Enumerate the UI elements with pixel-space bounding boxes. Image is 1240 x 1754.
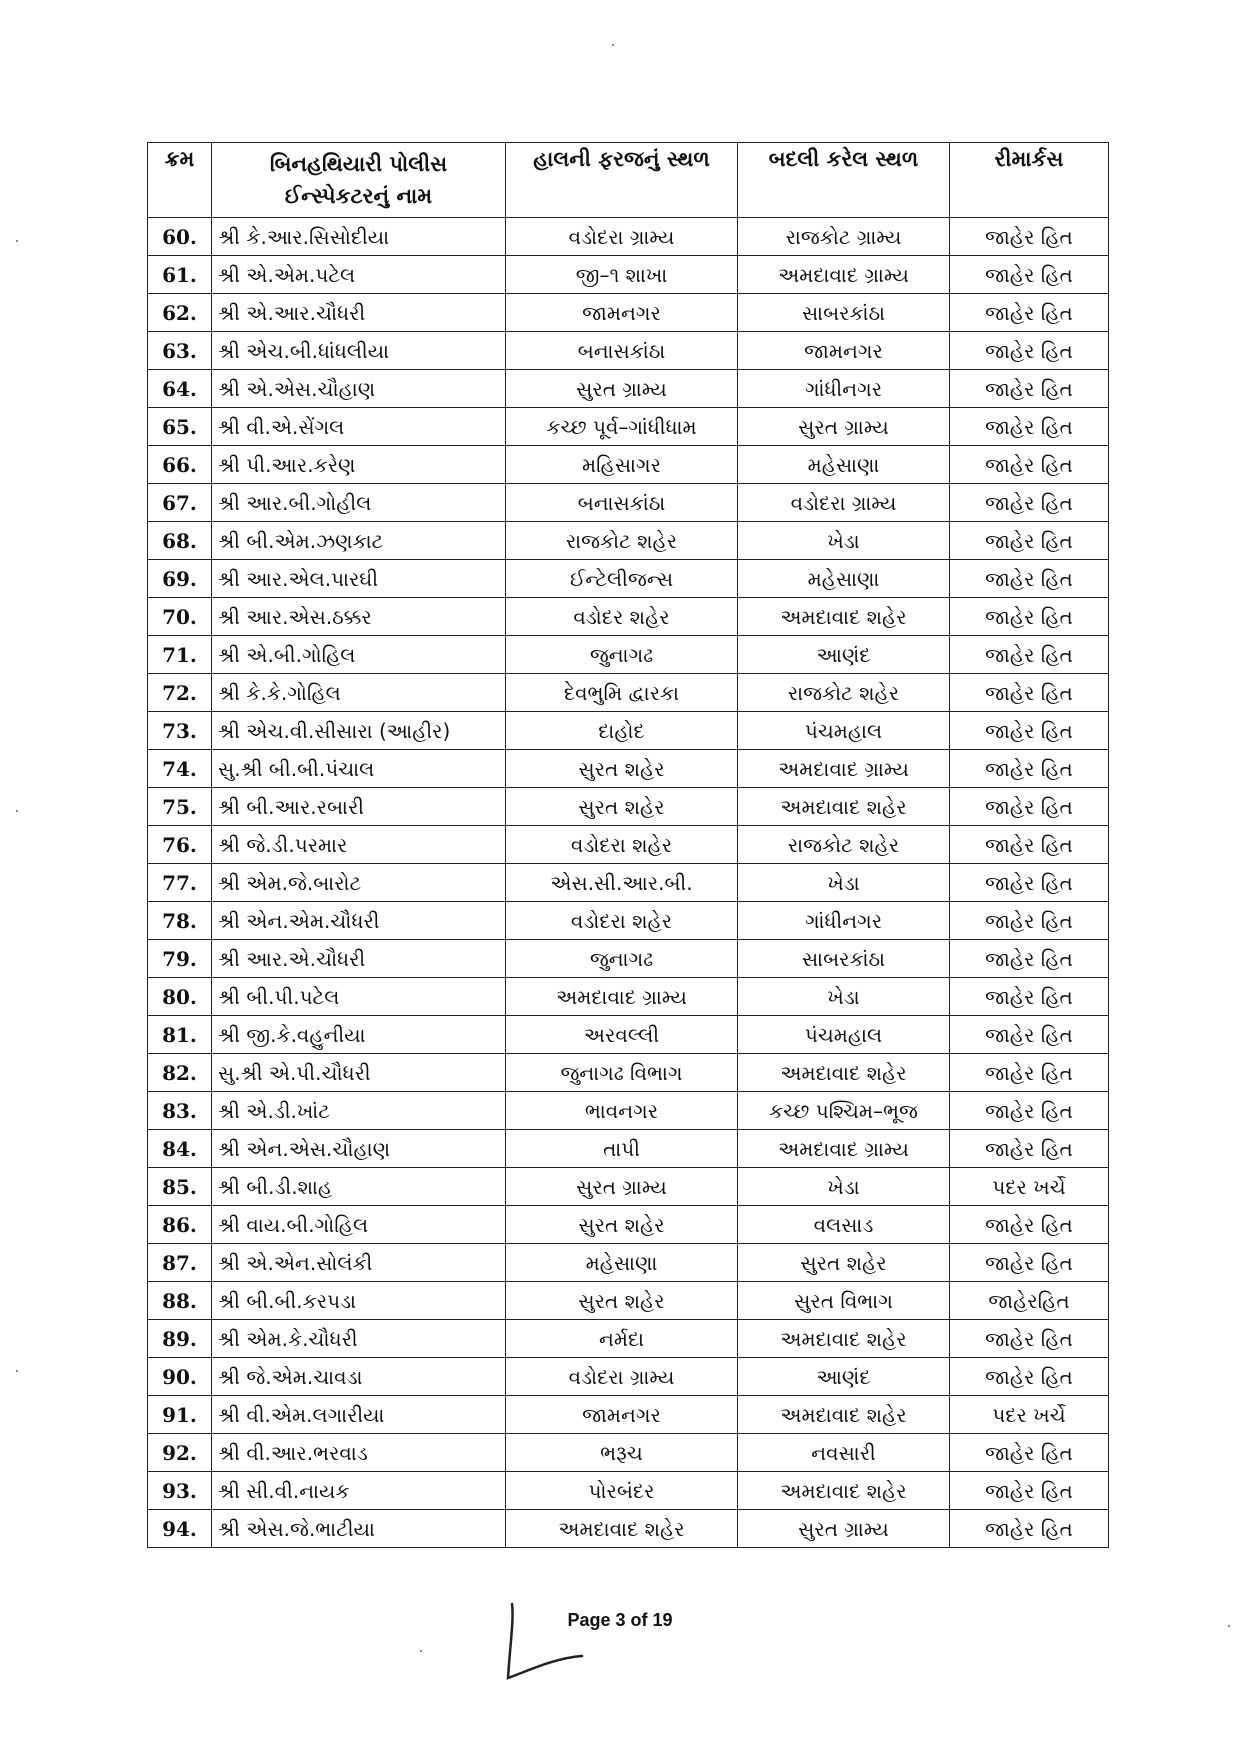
current-posting-cell: તાપી [506,1130,738,1168]
remarks-cell: જાહેર હિત [950,256,1109,294]
remarks-cell: જાહેર હિત [950,1510,1109,1548]
remarks-cell: જાહેર હિત [950,1092,1109,1130]
serial-number-cell: 61. [148,256,212,294]
serial-number-cell: 77. [148,864,212,902]
table-row [148,1092,1109,1130]
inspector-name-cell: શ્રી જે.ડી.પરમાર [212,826,506,864]
transferred-posting-cell: સુરત ગ્રામ્ય [738,1510,950,1548]
transferred-posting-cell: ખેડા [738,978,950,1016]
serial-number-cell: 62. [148,294,212,332]
serial-number-cell: 73. [148,712,212,750]
inspector-name-cell: સુ.શ્રી બી.બી.પંચાલ [212,750,506,788]
transferred-posting-cell: નવસારી [738,1434,950,1472]
inspector-name-cell: શ્રી એન.એમ.ચૌધરી [212,902,506,940]
current-posting-cell: ભાવનગર [506,1092,738,1130]
transferred-posting-cell: સાબરકાંઠા [738,294,950,332]
serial-number-cell: 76. [148,826,212,864]
table-row [148,978,1109,1016]
inspector-name-cell: શ્રી જે.એમ.ચાવડા [212,1358,506,1396]
current-posting-cell: મહિસાગર [506,446,738,484]
serial-number-cell: 72. [148,674,212,712]
table-row [148,1320,1109,1358]
transferred-posting-cell: મહેસાણા [738,560,950,598]
serial-number-cell: 67. [148,484,212,522]
current-posting-cell: જુનાગઢ [506,940,738,978]
remarks-cell: જાહેર હિત [950,1054,1109,1092]
transferred-posting-cell: સાબરકાંઠા [738,940,950,978]
transferred-posting-cell: અમદાવાદ ગ્રામ્ય [738,1130,950,1168]
transferred-posting-cell: ગાંધીનગર [738,902,950,940]
current-posting-cell: નર્મદા [506,1320,738,1358]
table-row [148,1510,1109,1548]
remarks-cell: જાહેર હિત [950,1472,1109,1510]
remarks-cell: જાહેર હિત [950,1320,1109,1358]
remarks-cell: જાહેર હિત [950,1016,1109,1054]
inspector-name-cell: શ્રી એન.એસ.ચૌહાણ [212,1130,506,1168]
table-row [148,598,1109,636]
transferred-posting-cell: ખેડા [738,1168,950,1206]
table-row [148,1434,1109,1472]
table-row [148,332,1109,370]
header-transferred-posting: બદલી કરેલ સ્થળ [738,143,950,218]
current-posting-cell: બનાસકાંઠા [506,484,738,522]
table-row [148,1396,1109,1434]
transferred-posting-cell: રાજકોટ ગ્રામ્ય [738,218,950,256]
current-posting-cell: વડોદરા શહેર [506,902,738,940]
remarks-cell: જાહેર હિત [950,446,1109,484]
remarks-cell: જાહેર હિત [950,1244,1109,1282]
serial-number-cell: 87. [148,1244,212,1282]
serial-number-cell: 71. [148,636,212,674]
transfer-table [147,142,1109,1548]
table-row [148,1206,1109,1244]
header-remarks: રીમાર્કસ [950,143,1109,218]
current-posting-cell: દાહોદ [506,712,738,750]
current-posting-cell: કચ્છ પૂર્વ–ગાંધીધામ [506,408,738,446]
table-row [148,560,1109,598]
table-row [148,1244,1109,1282]
current-posting-cell: અમદાવાદ ગ્રામ્ય [506,978,738,1016]
current-posting-cell: બનાસકાંઠા [506,332,738,370]
transferred-posting-cell: જામનગર [738,332,950,370]
serial-number-cell: 85. [148,1168,212,1206]
inspector-name-cell: શ્રી વી.આર.ભરવાડ [212,1434,506,1472]
remarks-cell: જાહેર હિત [950,902,1109,940]
serial-number-cell: 79. [148,940,212,978]
table-row [148,218,1109,256]
remarks-cell: જાહેર હિત [950,218,1109,256]
scan-speck [1228,1625,1230,1627]
transferred-posting-cell: રાજકોટ શહેર [738,674,950,712]
inspector-name-cell: શ્રી એચ.વી.સીસારા (આહીર) [212,712,506,750]
current-posting-cell: સુરત ગ્રામ્ય [506,370,738,408]
remarks-cell: જાહેર હિત [950,522,1109,560]
inspector-name-cell: શ્રી કે.કે.ગોહિલ [212,674,506,712]
transferred-posting-cell: ખેડા [738,522,950,560]
current-posting-cell: વડોદરા શહેર [506,826,738,864]
current-posting-cell: જામનગર [506,1396,738,1434]
table-header [148,143,1109,218]
scan-speck [420,1650,422,1652]
table-row [148,1016,1109,1054]
serial-number-cell: 64. [148,370,212,408]
remarks-cell: પદર ખર્ચે [950,1396,1109,1434]
table-row [148,446,1109,484]
inspector-name-cell: શ્રી આર.એસ.ઠક્કર [212,598,506,636]
current-posting-cell: જી–૧ શાખા [506,256,738,294]
inspector-name-cell: શ્રી વાય.બી.ગોહિલ [212,1206,506,1244]
inspector-name-cell: સુ.શ્રી એ.પી.ચૌધરી [212,1054,506,1092]
current-posting-cell: એસ.સી.આર.બી. [506,864,738,902]
transferred-posting-cell: આણંદ [738,1358,950,1396]
current-posting-cell: સુરત શહેર [506,1282,738,1320]
inspector-name-cell: શ્રી એમ.કે.ચૌધરી [212,1320,506,1358]
remarks-cell: જાહેર હિત [950,332,1109,370]
table-row [148,484,1109,522]
header-row [148,143,1109,218]
serial-number-cell: 70. [148,598,212,636]
inspector-name-cell: શ્રી બી.બી.કરપડા [212,1282,506,1320]
remarks-cell: જાહેર હિત [950,560,1109,598]
transferred-posting-cell: વલસાડ [738,1206,950,1244]
inspector-name-cell: શ્રી એ.એન.સોલંકી [212,1244,506,1282]
transferred-posting-cell: સુરત વિભાગ [738,1282,950,1320]
transferred-posting-cell: સુરત ગ્રામ્ય [738,408,950,446]
table-row [148,674,1109,712]
remarks-cell: જાહેર હિત [950,864,1109,902]
remarks-cell: જાહેરહિત [950,1282,1109,1320]
inspector-name-cell: શ્રી એ.ડી.ખાંટ [212,1092,506,1130]
scan-speck [16,1370,18,1372]
serial-number-cell: 84. [148,1130,212,1168]
remarks-cell: જાહેર હિત [950,408,1109,446]
current-posting-cell: સુરત શહેર [506,1206,738,1244]
table-row [148,826,1109,864]
serial-number-cell: 74. [148,750,212,788]
inspector-name-cell: શ્રી વી.એ.સેંગલ [212,408,506,446]
transferred-posting-cell: સુરત શહેર [738,1244,950,1282]
table-row [148,256,1109,294]
current-posting-cell: જામનગર [506,294,738,332]
transferred-posting-cell: અમદાવાદ શહેર [738,1320,950,1358]
inspector-name-cell: શ્રી સી.વી.નાયક [212,1472,506,1510]
inspector-name-cell: શ્રી એ.એમ.પટેલ [212,256,506,294]
current-posting-cell: અમદાવાદ શહેર [506,1510,738,1548]
remarks-cell: જાહેર હિત [950,940,1109,978]
inspector-name-cell: શ્રી બી.આર.રબારી [212,788,506,826]
serial-number-cell: 94. [148,1510,212,1548]
transferred-posting-cell: અમદાવાદ શહેર [738,1472,950,1510]
serial-number-cell: 75. [148,788,212,826]
table-row [148,750,1109,788]
serial-number-cell: 90. [148,1358,212,1396]
remarks-cell: જાહેર હિત [950,712,1109,750]
serial-number-cell: 65. [148,408,212,446]
serial-number-cell: 82. [148,1054,212,1092]
transferred-posting-cell: અમદાવાદ શહેર [738,788,950,826]
current-posting-cell: ભરૂચ [506,1434,738,1472]
remarks-cell: જાહેર હિત [950,294,1109,332]
table-row [148,864,1109,902]
table-row [148,294,1109,332]
inspector-name-cell: શ્રી બી.ડી.શાહ [212,1168,506,1206]
transferred-posting-cell: અમદાવાદ શહેર [738,598,950,636]
inspector-name-cell: શ્રી આર.એ.ચૌધરી [212,940,506,978]
inspector-name-cell: શ્રી આર.એલ.પારઘી [212,560,506,598]
serial-number-cell: 60. [148,218,212,256]
table-row [148,636,1109,674]
remarks-cell: જાહેર હિત [950,484,1109,522]
table-row [148,1130,1109,1168]
transferred-posting-cell: ગાંધીનગર [738,370,950,408]
serial-number-cell: 91. [148,1396,212,1434]
serial-number-cell: 88. [148,1282,212,1320]
current-posting-cell: વડોદરા ગ્રામ્ય [506,218,738,256]
table-row [148,370,1109,408]
remarks-cell: જાહેર હિત [950,1434,1109,1472]
serial-number-cell: 83. [148,1092,212,1130]
serial-number-cell: 93. [148,1472,212,1510]
current-posting-cell: પોરબંદર [506,1472,738,1510]
transferred-posting-cell: ખેડા [738,864,950,902]
current-posting-cell: દેવભુમિ દ્વારકા [506,674,738,712]
transferred-posting-cell: પંચમહાલ [738,712,950,750]
serial-number-cell: 80. [148,978,212,1016]
table-row [148,1358,1109,1396]
remarks-cell: જાહેર હિત [950,674,1109,712]
inspector-name-cell: શ્રી બી.પી.પટેલ [212,978,506,1016]
inspector-name-cell: શ્રી એમ.જે.બારોટ [212,864,506,902]
serial-number-cell: 81. [148,1016,212,1054]
current-posting-cell: સુરત ગ્રામ્ય [506,1168,738,1206]
table-row [148,1054,1109,1092]
serial-number-cell: 66. [148,446,212,484]
header-inspector-name: બિનહથિયારી પોલીસ ઈન્સ્પેકટરનું નામ [212,143,506,218]
serial-number-cell: 89. [148,1320,212,1358]
remarks-cell: જાહેર હિત [950,1130,1109,1168]
inspector-name-cell: શ્રી એચ.બી.ધાંધલીયા [212,332,506,370]
transferred-posting-cell: કચ્છ પશ્ચિમ–ભૂજ [738,1092,950,1130]
transferred-posting-cell: વડોદરા ગ્રામ્ય [738,484,950,522]
table-row [148,408,1109,446]
remarks-cell: જાહેર હિત [950,1206,1109,1244]
transferred-posting-cell: અમદાવાદ ગ્રામ્ય [738,750,950,788]
table-row [148,1472,1109,1510]
current-posting-cell: અરવલ્લી [506,1016,738,1054]
table-row [148,788,1109,826]
current-posting-cell: સુરત શહેર [506,788,738,826]
scan-speck [16,810,18,812]
current-posting-cell: જુનાગઢ [506,636,738,674]
table-body [148,218,1109,1548]
remarks-cell: પદર ખર્ચે [950,1168,1109,1206]
remarks-cell: જાહેર હિત [950,598,1109,636]
table-row [148,940,1109,978]
remarks-cell: જાહેર હિત [950,788,1109,826]
current-posting-cell: વડોદરા ગ્રામ્ય [506,1358,738,1396]
scan-speck [612,44,614,46]
inspector-name-cell: શ્રી એ.એસ.ચૌહાણ [212,370,506,408]
transferred-posting-cell: અમદાવાદ ગ્રામ્ય [738,256,950,294]
table-row [148,712,1109,750]
page-number: Page 3 of 19 [567,1610,673,1630]
serial-number-cell: 78. [148,902,212,940]
inspector-name-cell: શ્રી બી.એમ.ઝણકાટ [212,522,506,560]
header-serial: ક્રમ [148,143,212,218]
inspector-name-cell: શ્રી વી.એમ.લગારીયા [212,1396,506,1434]
inspector-name-cell: શ્રી આર.બી.ગોહીલ [212,484,506,522]
table-row [148,1168,1109,1206]
inspector-name-cell: શ્રી પી.આર.કરેણ [212,446,506,484]
transferred-posting-cell: પંચમહાલ [738,1016,950,1054]
remarks-cell: જાહેર હિત [950,1358,1109,1396]
inspector-name-cell: શ્રી એ.આર.ચૌધરી [212,294,506,332]
transferred-posting-cell: રાજકોટ શહેર [738,826,950,864]
remarks-cell: જાહેર હિત [950,750,1109,788]
transferred-posting-cell: મહેસાણા [738,446,950,484]
current-posting-cell: સુરત શહેર [506,750,738,788]
transferred-posting-cell: અમદાવાદ શહેર [738,1396,950,1434]
transferred-posting-cell: આણંદ [738,636,950,674]
serial-number-cell: 86. [148,1206,212,1244]
transferred-posting-cell: અમદાવાદ શહેર [738,1054,950,1092]
current-posting-cell: રાજકોટ શહેર [506,522,738,560]
remarks-cell: જાહેર હિત [950,636,1109,674]
inspector-name-cell: શ્રી જી.કે.વહુનીયા [212,1016,506,1054]
table-row [148,522,1109,560]
remarks-cell: જાહેર હિત [950,826,1109,864]
inspector-name-cell: શ્રી એસ.જે.ભાટીયા [212,1510,506,1548]
serial-number-cell: 63. [148,332,212,370]
serial-number-cell: 69. [148,560,212,598]
current-posting-cell: મહેસાણા [506,1244,738,1282]
table-row [148,1282,1109,1320]
current-posting-cell: જુનાગઢ વિભાગ [506,1054,738,1092]
serial-number-cell: 92. [148,1434,212,1472]
header-current-posting: હાલની ફરજનું સ્થળ [506,143,738,218]
inspector-name-cell: શ્રી એ.બી.ગોહિલ [212,636,506,674]
table-row [148,902,1109,940]
remarks-cell: જાહેર હિત [950,370,1109,408]
remarks-cell: જાહેર હિત [950,978,1109,1016]
scan-speck [16,240,18,242]
serial-number-cell: 68. [148,522,212,560]
current-posting-cell: ઈન્ટેલીજન્સ [506,560,738,598]
current-posting-cell: વડોદર શહેર [506,598,738,636]
inspector-name-cell: શ્રી કે.આર.સિસોદીયા [212,218,506,256]
